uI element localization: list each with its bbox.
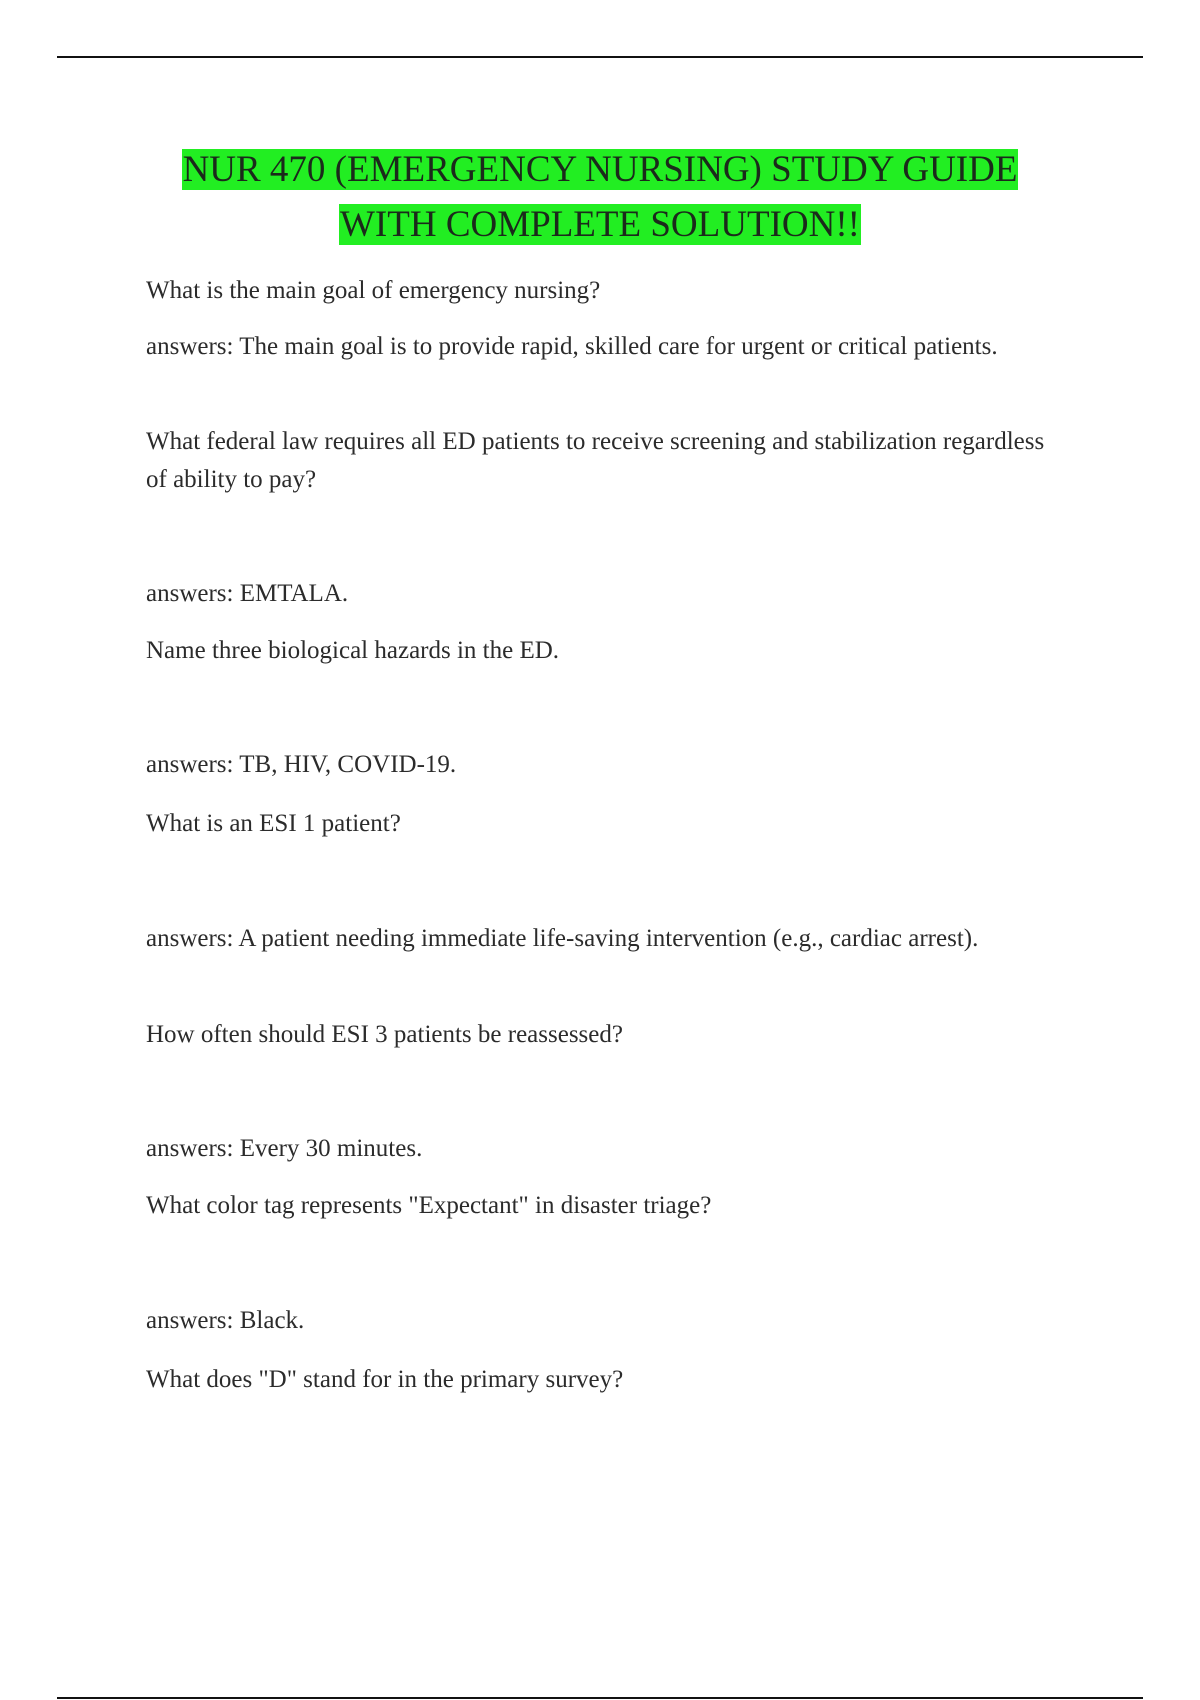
question-5: How often should ESI 3 patients be reassessed? [146,1021,623,1048]
answer-4: answers: A patient needing immediate life-saving intervention (e.g., cardiac arrest). [146,925,979,952]
question-1: What is the main goal of emergency nursing? [146,277,601,304]
answer-5: answers: Every 30 minutes. [146,1135,423,1162]
top-rule [57,56,1143,58]
bottom-rule [57,1697,1143,1699]
question-6: What color tag represents "Expectant" in disaster triage? [146,1192,712,1219]
answer-2: answers: EMTALA. [146,580,349,607]
answer-1: answers: The main goal is to provide rapid, skilled care for urgent or critical patients. [146,333,998,360]
title-line-2: WITH COMPLETE SOLUTION!! [340,204,860,245]
answer-3: answers: TB, HIV, COVID-19. [146,751,457,778]
question-2: What federal law requires all ED patients to receive screening and stabilization regardless of ability to pay? [146,428,1045,493]
question-4: What is an ESI 1 patient? [146,810,401,837]
question-7: What does "D" stand for in the primary survey? [146,1366,624,1393]
question-3: Name three biological hazards in the ED. [146,637,560,664]
answer-6: answers: Black. [146,1307,305,1334]
title-line-1: NUR 470 (EMERGENCY NURSING) STUDY GUIDE [182,149,1018,190]
document-title [0,142,1200,252]
